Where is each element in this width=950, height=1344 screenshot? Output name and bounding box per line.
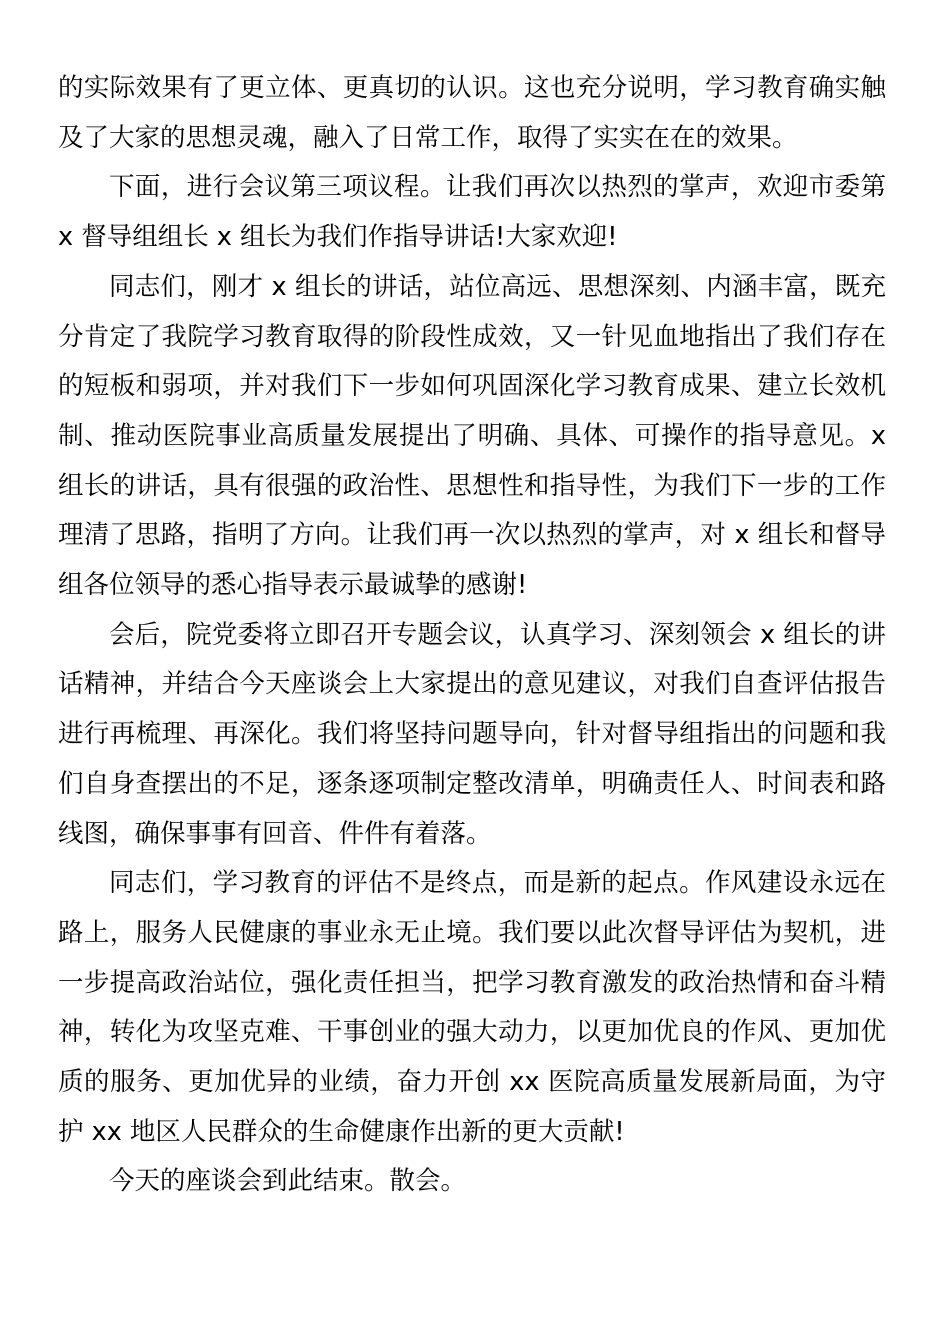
paragraph-closing-call: 同志们，学习教育的评估不是终点，而是新的起点。作风建设永远在路上，服务人民健康的事业永无止境。我们要以此次督导评估为契机，进一步提高政治站位，强化责任担当，把学习教育激发的政治热情和奋斗精神，转化为攻坚克难、干事创业的强大动力，以更加优良的作风、更加优质的服务、更加优异的业绩，奋力开创 xx 医院高质量发展新局面，为守护 xx 地区人民群众的生命健康作出新的更大贡献!	[58, 868, 886, 1147]
paragraph-agenda-item-three: 下面，进行会议第三项议程。让我们再次以热烈的掌声，欢迎市委第 x 督导组组长 x 组长为我们作指导讲话!大家欢迎!	[58, 172, 886, 253]
paragraph-speech-comment: 同志们，刚才 x 组长的讲话，站位高远、思想深刻、内涵丰富，既充分肯定了我院学习教育取得的阶段性成效，又一针见血地指出了我们存在的短板和弱项，并对我们下一步如何巩固深化学习教育成果、建立长效机制、推动医院事业高质量发展提出了明确、具体、可操作的指导意见。x 组长的讲话，具有很强的政治性、思想性和指导性，为我们下一步的工作理清了思路，指明了方向。让我们再一次以热烈的掌声，对 x 组长和督导组各位领导的悉心指导表示最诚挚的感谢!	[58, 271, 886, 601]
paragraph-follow-up-plan: 会后，院党委将立即召开专题会议，认真学习、深刻领会 x 组长的讲话精神，并结合今天座谈会上大家提出的意见建议，对我们自查评估报告进行再梳理、再深化。我们将坚持问题导向，针对督导组指出的问题和我们自身查摆出的不足，逐条逐项制定整改清单，明确责任人、时间表和路线图，确保事事有回音、件件有着落。	[58, 619, 886, 849]
paragraph-adjourn: 今天的座谈会到此结束。散会。	[109, 1166, 467, 1197]
paragraph-continuation: 的实际效果有了更立体、更真切的认识。这也充分说明，学习教育确实触及了大家的思想灵魂，融入了日常工作，取得了实实在在的效果。	[58, 73, 886, 153]
document-body	[58, 64, 886, 1207]
